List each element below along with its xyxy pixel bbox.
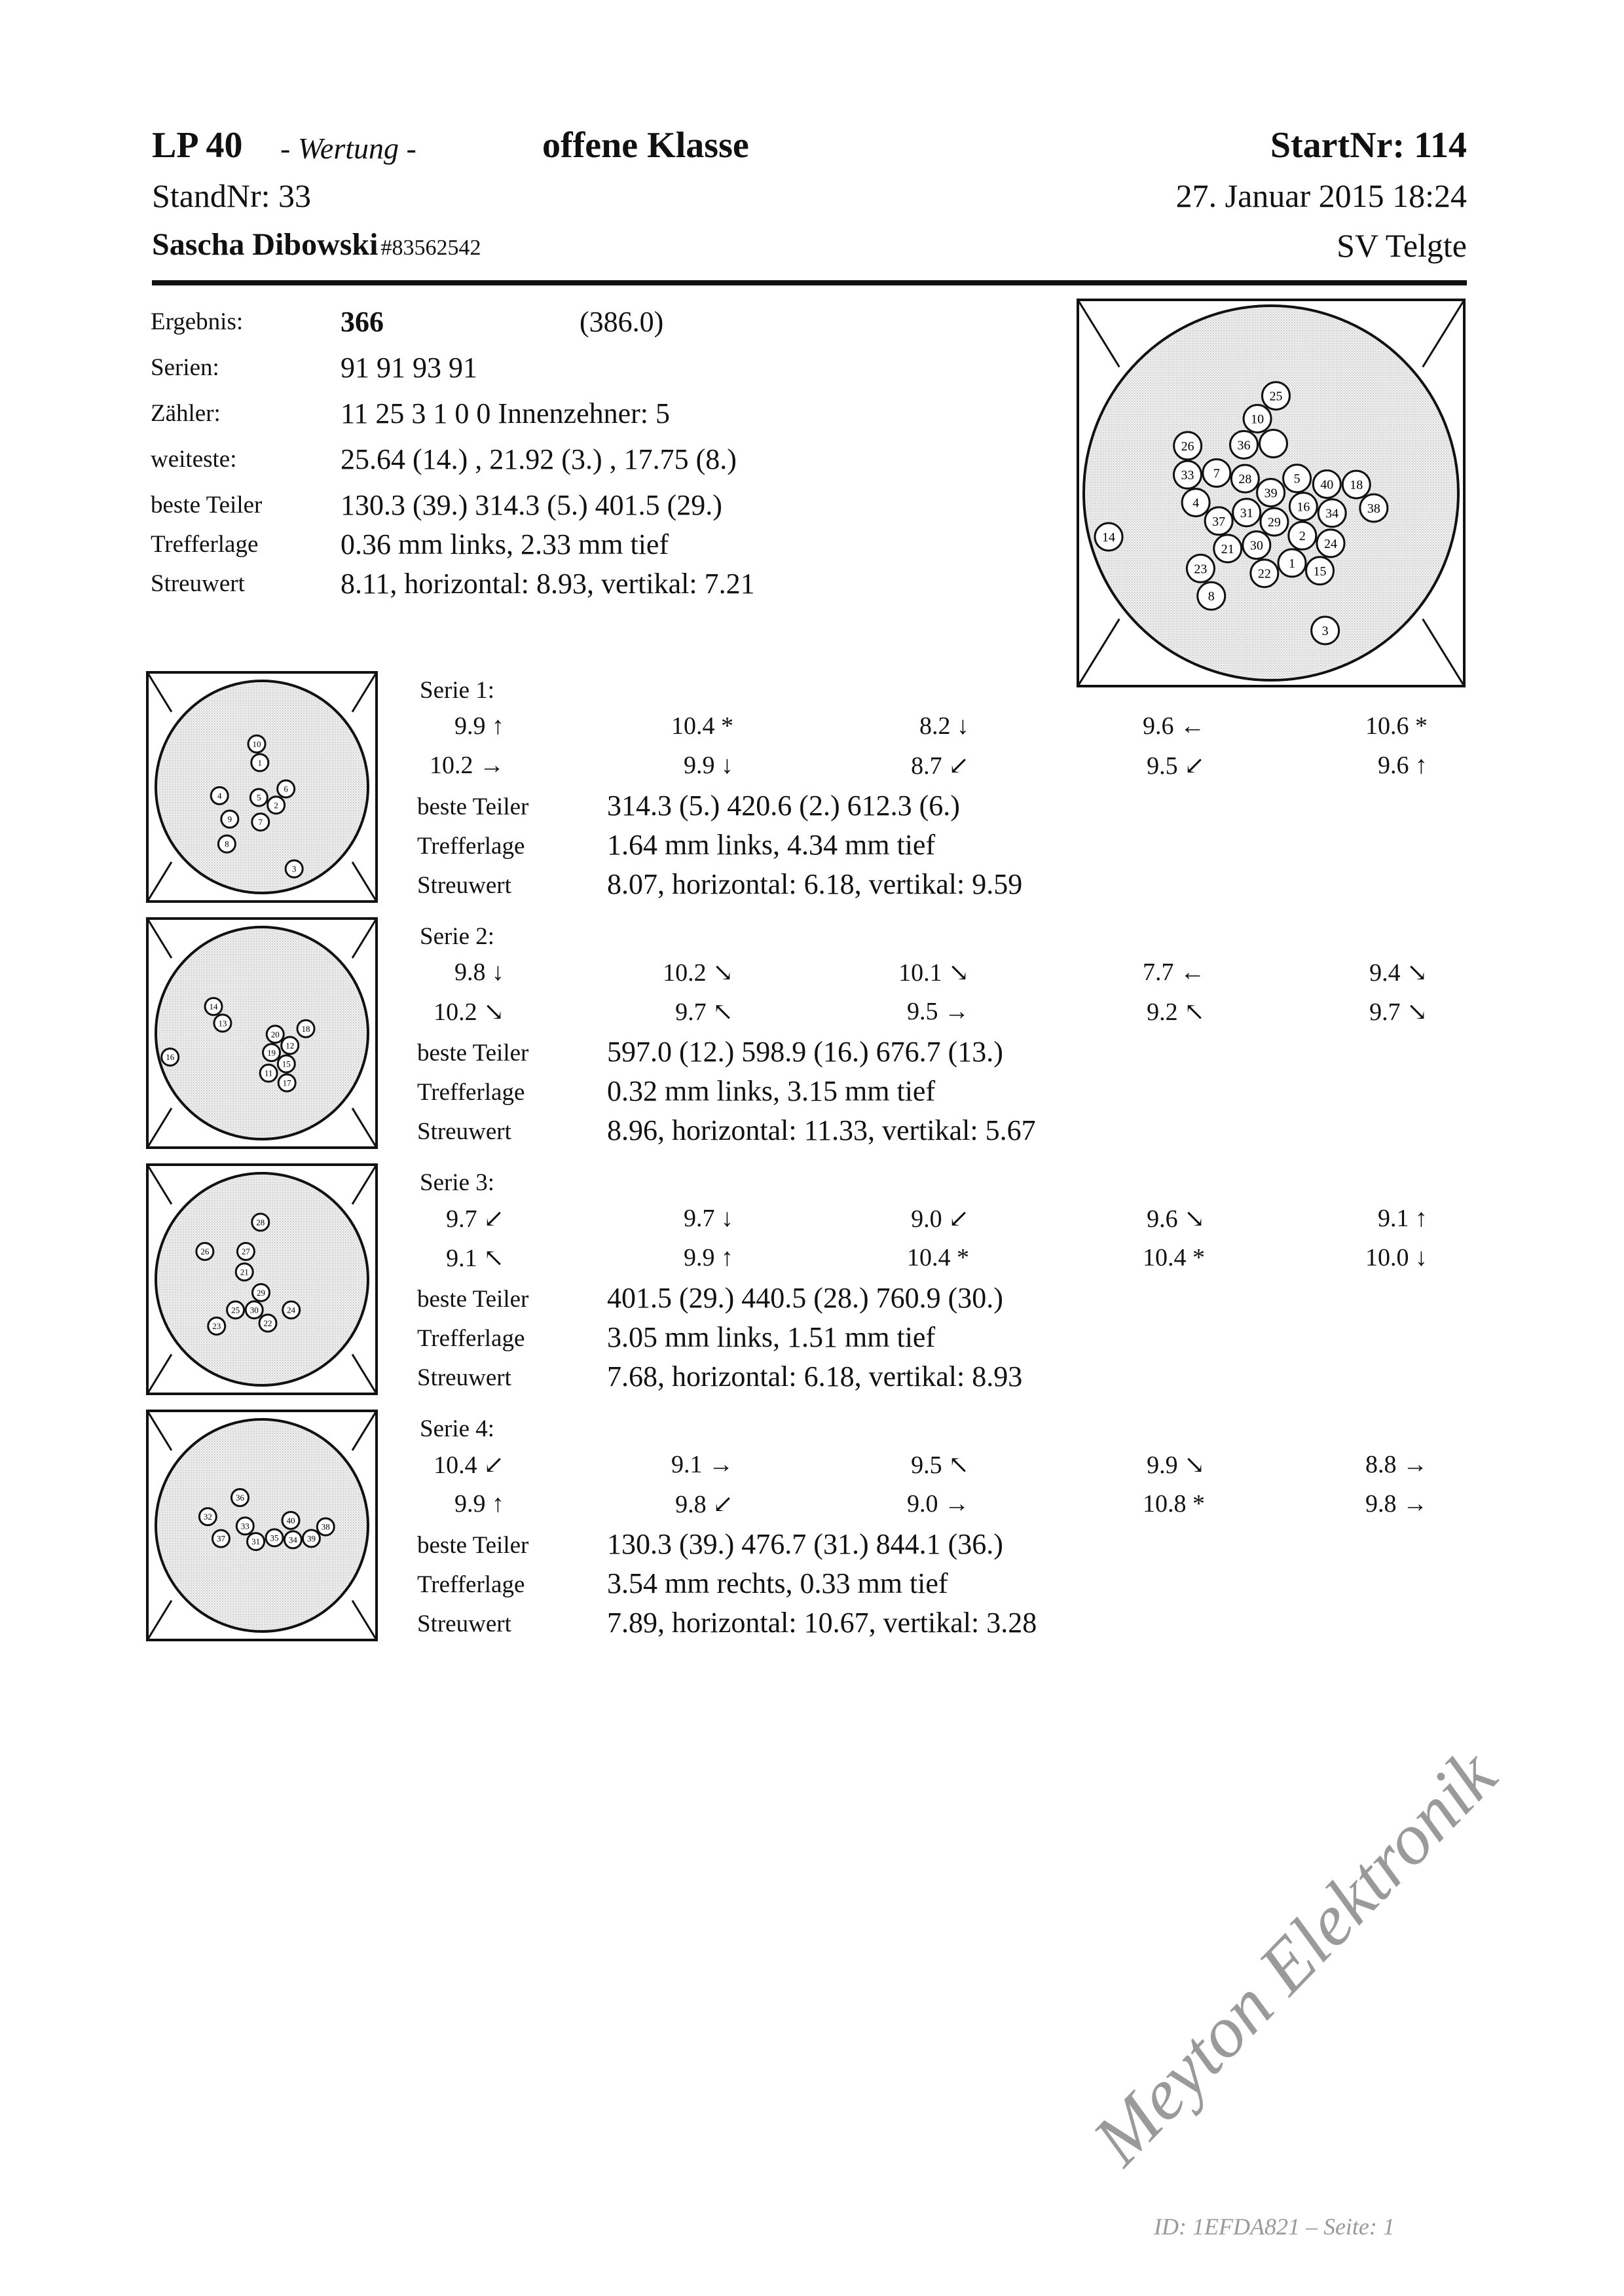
beste-teiler-label: beste Teiler: [417, 1286, 529, 1313]
shot-number: 23: [212, 1321, 221, 1332]
shot-number: 22: [1257, 566, 1271, 581]
shot-number: 2: [1299, 529, 1306, 544]
summary-label: Streuwert: [151, 570, 245, 597]
shot-number: 33: [1181, 468, 1194, 483]
shot-value: 9.0 →: [907, 1490, 969, 1518]
shot-number: 25: [231, 1305, 240, 1315]
shot-value: 9.9 ↘: [1147, 1451, 1205, 1479]
shot-number: 26: [200, 1247, 210, 1257]
shot-value: 9.5 ↖: [911, 1451, 969, 1479]
datetime: 27. Januar 2015 18:24: [1175, 177, 1467, 214]
shot-value: 7.7 ←: [1143, 958, 1205, 986]
shot-number: 31: [1240, 505, 1253, 520]
beste-teiler-label: beste Teiler: [417, 793, 529, 820]
summary-value: 8.11, horizontal: 8.93, vertikal: 7.21: [341, 568, 755, 600]
target-ring: [156, 927, 368, 1139]
shot-number: 4: [1192, 496, 1200, 511]
shot-number: 3: [1321, 623, 1329, 638]
shot-value: 8.2 ↓: [919, 712, 969, 740]
shot-value: 9.9 ↑: [454, 712, 504, 740]
shot-value: 10.6 *: [1365, 712, 1428, 740]
shot-value: 8.8 →: [1365, 1451, 1428, 1478]
shot-value: 9.6 ↘: [1147, 1205, 1205, 1233]
shot-value: 9.6 ↑: [1378, 752, 1428, 779]
mode: - Wertung -: [280, 132, 416, 165]
start-number: StartNr: 114: [1270, 125, 1467, 166]
shot-value: 9.8 ↓: [454, 958, 504, 986]
shot-number: 40: [1320, 477, 1334, 492]
shot-number: 10: [1251, 412, 1264, 427]
class-name: offene Klasse: [542, 125, 749, 166]
shot-value: 10.2 →: [430, 752, 504, 779]
shot-number: 23: [1194, 562, 1208, 577]
shot-number: 32: [203, 1512, 212, 1522]
shot-value: 10.0 ↓: [1365, 1244, 1428, 1271]
beste-teiler-label: beste Teiler: [417, 1532, 529, 1559]
shot-value: 9.5 →: [907, 998, 969, 1025]
streuwert-value: 7.89, horizontal: 10.67, vertikal: 3.28: [607, 1607, 1037, 1639]
shot-number: 19: [267, 1048, 276, 1058]
shot-number: 5: [257, 792, 261, 803]
shooter-id: #83562542: [380, 236, 481, 260]
shot-number: 39: [306, 1533, 316, 1544]
beste-teiler-value: 597.0 (12.) 598.9 (16.) 676.7 (13.): [607, 1036, 1003, 1068]
summary-value: 91 91 93 91: [341, 352, 477, 384]
shot-number: 28: [256, 1217, 265, 1228]
beste-teiler-label: beste Teiler: [417, 1040, 529, 1066]
shot-number: 21: [1221, 541, 1234, 556]
shot-number: 34: [288, 1535, 297, 1545]
streuwert-label: Streuwert: [417, 1118, 511, 1145]
shot-number: 10: [252, 738, 261, 749]
shot-value: 9.6 ←: [1143, 712, 1205, 740]
shot-value: 10.4 *: [671, 712, 733, 740]
shot-value: 9.9 ↑: [684, 1244, 733, 1271]
shot-value: 10.8 *: [1143, 1490, 1205, 1518]
shot-marker: [1259, 430, 1287, 458]
shot-number: 17: [282, 1078, 291, 1088]
series-title: Serie 2:: [420, 923, 495, 950]
shot-value: 9.0 ↙: [911, 1205, 969, 1233]
shot-value: 10.4 *: [907, 1244, 969, 1271]
shot-value: 9.8 →: [1365, 1490, 1428, 1518]
shot-number: 39: [1264, 486, 1278, 501]
shot-value: 10.2 ↘: [434, 998, 504, 1026]
summary-label: weiteste:: [151, 446, 237, 473]
streuwert-value: 8.07, horizontal: 6.18, vertikal: 9.59: [607, 868, 1023, 900]
shot-number: 1: [257, 757, 263, 768]
series-target: [146, 917, 378, 1149]
trefferlage-label: Trefferlage: [417, 1079, 525, 1106]
shot-number: 29: [1267, 515, 1281, 530]
shot-value: 9.7 ↓: [684, 1205, 733, 1232]
shot-value: 9.9 ↓: [684, 752, 733, 779]
trefferlage-label: Trefferlage: [417, 1571, 525, 1598]
shot-value: 9.5 ↙: [1147, 752, 1205, 780]
beste-teiler-value: 130.3 (39.) 476.7 (31.) 844.1 (36.): [607, 1528, 1003, 1560]
streuwert-label: Streuwert: [417, 872, 511, 899]
shot-number: 22: [263, 1318, 272, 1328]
shot-number: 38: [1367, 501, 1380, 516]
shot-number: 28: [1238, 472, 1252, 487]
shot-number: 30: [1249, 538, 1263, 553]
shot-value: 9.2 ↖: [1147, 998, 1205, 1026]
shot-value: 9.1 ↖: [446, 1245, 504, 1272]
shot-value: 9.7 ↘: [1369, 998, 1428, 1026]
shot-number: 37: [216, 1533, 225, 1544]
shot-value: 10.2 ↘: [663, 959, 733, 987]
series-title: Serie 3:: [420, 1169, 495, 1196]
shot-number: 3: [291, 864, 297, 874]
series-target: [146, 1163, 378, 1395]
streuwert-value: 8.96, horizontal: 11.33, vertikal: 5.67: [607, 1114, 1036, 1146]
shot-number: 1: [1288, 556, 1295, 571]
target-ring: [156, 1173, 368, 1385]
shot-number: 8: [1208, 589, 1215, 604]
shot-number: 15: [1313, 564, 1327, 579]
shot-number: 7: [258, 817, 263, 828]
shot-number: 5: [1293, 471, 1301, 486]
shot-number: 38: [321, 1522, 330, 1532]
shot-value: 9.4 ↘: [1369, 959, 1428, 987]
shot-number: 36: [235, 1493, 244, 1503]
shot-number: 24: [287, 1305, 296, 1315]
trefferlage-value: 1.64 mm links, 4.34 mm tief: [607, 829, 936, 861]
shot-number: 34: [1325, 506, 1339, 521]
shot-number: 37: [1212, 514, 1226, 529]
shot-number: 6: [284, 784, 288, 794]
shot-number: 40: [286, 1515, 295, 1525]
shot-number: 31: [251, 1537, 261, 1547]
shot-number: 18: [1350, 478, 1363, 493]
shot-value: 9.9 ↑: [454, 1490, 504, 1518]
shot-value: 9.7 ↙: [446, 1205, 504, 1233]
summary-extra: (386.0): [580, 306, 664, 338]
shot-number: 14: [209, 1001, 218, 1011]
summary-label: Ergebnis:: [151, 308, 244, 335]
discipline: LP 40: [152, 125, 243, 166]
shot-number: 25: [1269, 389, 1283, 404]
beste-teiler-value: 314.3 (5.) 420.6 (2.) 612.3 (6.): [607, 790, 960, 822]
streuwert-value: 7.68, horizontal: 6.18, vertikal: 8.93: [607, 1360, 1023, 1393]
target-ring: [156, 681, 368, 893]
shooter-name: Sascha Dibowski: [152, 227, 378, 262]
shot-number: 12: [286, 1040, 295, 1051]
summary-value: 366: [341, 306, 384, 338]
shot-number: 26: [1181, 439, 1194, 454]
shot-number: 21: [240, 1267, 249, 1277]
shot-number: 16: [1297, 500, 1310, 515]
summary-value: 0.36 mm links, 2.33 mm tief: [341, 528, 669, 560]
summary-value: 25.64 (14.) , 21.92 (3.) , 17.75 (8.): [341, 443, 737, 475]
shot-number: 4: [217, 790, 222, 801]
shot-value: 9.8 ↙: [675, 1491, 733, 1518]
beste-teiler-value: 401.5 (29.) 440.5 (28.) 760.9 (30.): [607, 1282, 1003, 1314]
shot-number: 11: [264, 1068, 273, 1078]
shot-number: 24: [1323, 536, 1337, 551]
shot-number: 30: [249, 1305, 259, 1315]
shot-number: 18: [301, 1023, 310, 1034]
shot-number: 2: [274, 800, 278, 811]
summary-label: Zähler:: [151, 400, 221, 427]
shooter: [152, 227, 481, 263]
shot-number: 36: [1237, 438, 1251, 453]
summary-label: Serien:: [151, 354, 219, 381]
summary-label: Trefferlage: [151, 531, 259, 558]
shot-value: 10.1 ↘: [898, 959, 969, 987]
shot-number: 8: [225, 839, 229, 849]
shot-number: 14: [1102, 530, 1116, 545]
shot-number: 29: [257, 1287, 266, 1298]
shot-number: 20: [270, 1029, 280, 1040]
stand-number: StandNr: 33: [152, 177, 312, 214]
footer-id: ID: 1EFDA821 – Seite: 1: [1154, 2214, 1395, 2240]
shot-number: 13: [218, 1018, 227, 1029]
shot-number: 7: [1213, 466, 1220, 481]
shot-value: 8.7 ↙: [911, 752, 969, 780]
summary-value: 11 25 3 1 0 0 Innenzehner: 5: [341, 397, 671, 429]
trefferlage-value: 0.32 mm links, 3.15 mm tief: [607, 1075, 936, 1107]
shot-number: 33: [240, 1521, 249, 1531]
series-target: [146, 671, 378, 903]
trefferlage-value: 3.05 mm links, 1.51 mm tief: [607, 1321, 936, 1353]
trefferlage-label: Trefferlage: [417, 833, 525, 860]
shot-number: 15: [282, 1059, 291, 1069]
shot-value: 9.7 ↖: [675, 998, 733, 1026]
summary-label: beste Teiler: [151, 492, 263, 519]
summary-value: 130.3 (39.) 314.3 (5.) 401.5 (29.): [341, 489, 722, 521]
streuwert-label: Streuwert: [417, 1611, 511, 1637]
shot-value: 10.4 ↙: [434, 1451, 504, 1479]
shot-value: 9.1 ↑: [1378, 1205, 1428, 1232]
shot-value: 10.4 *: [1143, 1244, 1205, 1271]
target-ring: [156, 1419, 368, 1631]
streuwert-label: Streuwert: [417, 1364, 511, 1391]
shot-number: 9: [227, 814, 232, 824]
trefferlage-value: 3.54 mm rechts, 0.33 mm tief: [607, 1567, 948, 1599]
header-divider: [152, 280, 1467, 285]
shot-number: 16: [166, 1052, 175, 1063]
series-title: Serie 1:: [420, 677, 495, 704]
shot-number: 35: [270, 1533, 279, 1543]
series-target: [146, 1410, 378, 1641]
club: SV Telgte: [1337, 227, 1467, 264]
trefferlage-label: Trefferlage: [417, 1325, 525, 1352]
shot-value: 9.1 →: [671, 1451, 733, 1478]
shot-number: 27: [241, 1247, 250, 1257]
series-title: Serie 4:: [420, 1415, 495, 1442]
watermark: Meyton Elektronik: [1077, 1734, 1512, 2181]
main-target: [1077, 299, 1466, 687]
